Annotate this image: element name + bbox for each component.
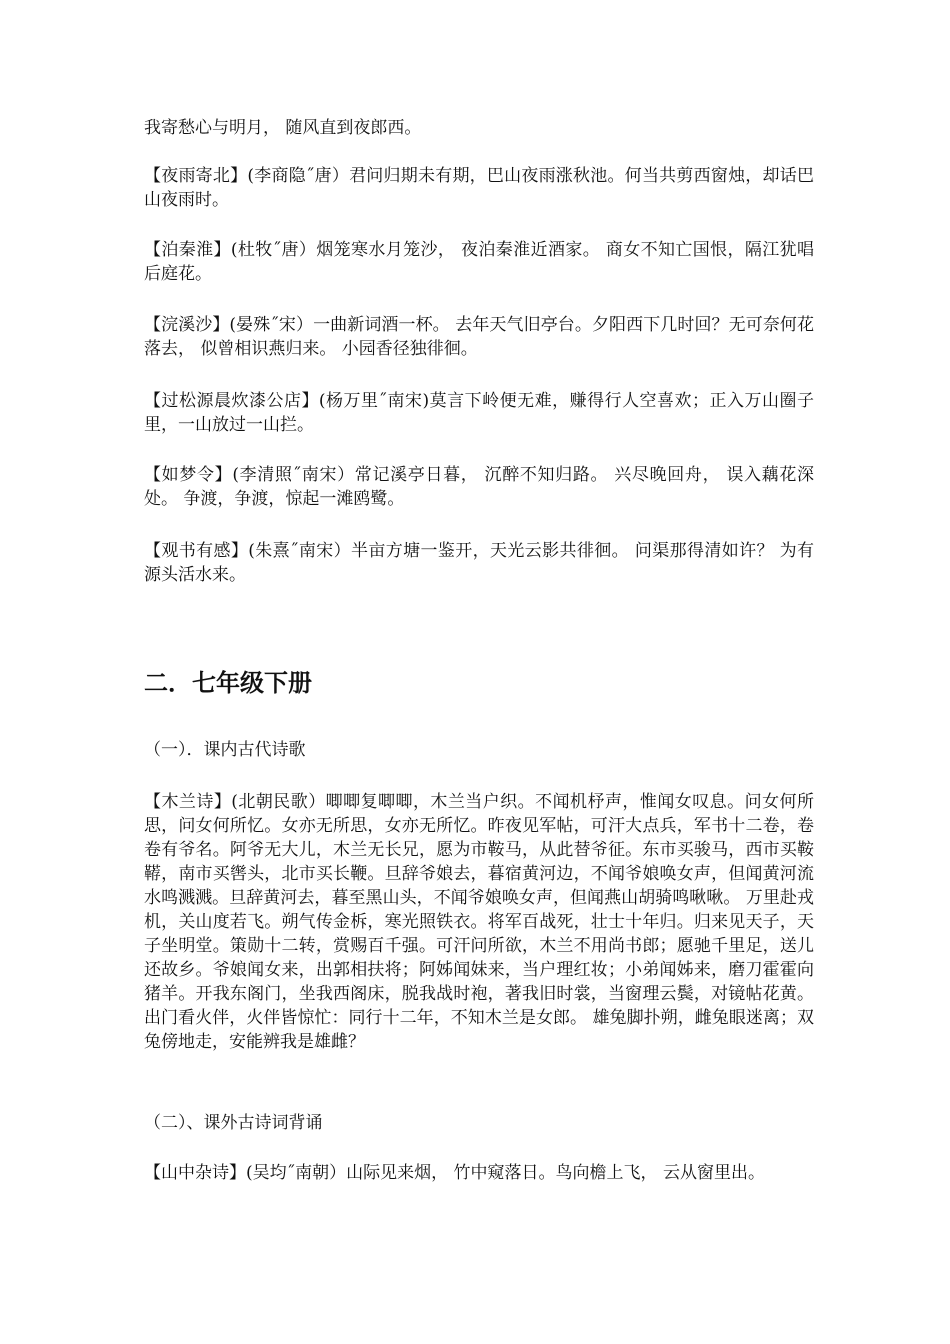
poem-mu-lan-shi: 【木兰诗】(北朝民歌）唧唧复唧唧，木兰当户织。不闻机杼声，惟闻女叹息。问女何所思，问女何所忆。女亦无所思，女亦无所忆。昨夜见军帖，可汗大点兵，军书十二卷，卷卷有爷名。阿爷无大儿，木兰无长兄，愿为市鞍马，从此替爷征。东市买骏马，西市买鞍鞯，南市买辔头，北市买长鞭。旦辞爷娘去，暮宿黄河边，不闻爷娘唤女声，但闻黄河流水鸣溅溅。旦辞黄河去，暮至黑山头，不闻爷娘唤女声，但闻燕山胡骑鸣啾啾。 万里赴戎机，关山度若飞。朔气传金柝，寒光照铁衣。将军百战死，壮士十年归。归来见天子，天子坐明堂。策勋十二转，赏赐百千强。可汗问所欲，木兰不用尚书郎；愿驰千里足，送儿还故乡。爷娘闻女来，出郭相扶将；阿姊闻妹来，当户理红妆；小弟闻姊来，磨刀霍霍向猪羊。开我东阁门，坐我西阁床，脱我战时袍，著我旧时裳，当窗理云鬓，对镜帖花黄。出门看火伴，火伴皆惊忙：同行十二年，不知木兰是女郎。 雄兔脚扑朔，雌兔眼迷离；双兔傍地走，安能辨我是雄雌？ <box>144 792 814 1052</box>
poem-bo-qin-huai: 【泊秦淮】(杜牧˝唐）烟笼寒水月笼沙， 夜泊秦淮近酒家。 商女不知亡国恨，隔江犹唱后庭花。 <box>144 240 814 284</box>
poem-huan-xi-sha: 【浣溪沙】(晏殊˝宋）一曲新词酒一杯。 去年天气旧亭台。夕阳西下几时回？无可奈何花落去， 似曾相识燕归来。 小园香径独徘徊。 <box>144 315 814 359</box>
subsection-heading-1: （一）．课内古代诗歌 <box>144 740 306 760</box>
poem-guo-song-yuan: 【过松源晨炊漆公店】(杨万里˝南宋)莫言下岭便无难，赚得行人空喜欢；正入万山圈子里，一山放过一山拦。 <box>144 391 814 435</box>
subsection-heading-2: （二）、课外古诗词背诵 <box>144 1113 323 1133</box>
section-heading: 二．七年级下册 <box>144 668 312 697</box>
poem-ru-meng-ling: 【如梦令】(李清照˝南宋）常记溪亭日暮， 沉醉不知归路。 兴尽晚回舟， 误入藕花深处。 争渡，争渡，惊起一滩鸥鹭。 <box>144 465 814 509</box>
poem-line-tail: 我寄愁心与明月， 随风直到夜郎西。 <box>144 118 422 138</box>
poem-shan-zhong-za-shi: 【山中杂诗】(吴均˝南朝）山际见来烟， 竹中窥落日。鸟向檐上飞， 云从窗里出。 <box>144 1163 765 1183</box>
poem-guan-shu-you-gan: 【观书有感】(朱熹˝南宋）半亩方塘一鉴开，天光云影共徘徊。 问渠那得清如许？ 为有源头活水来。 <box>144 541 814 585</box>
poem-ye-yu-ji-bei: 【夜雨寄北】(李商隐˝唐）君问归期未有期，巴山夜雨涨秋池。何当共剪西窗烛，却话巴山夜雨时。 <box>144 166 814 210</box>
